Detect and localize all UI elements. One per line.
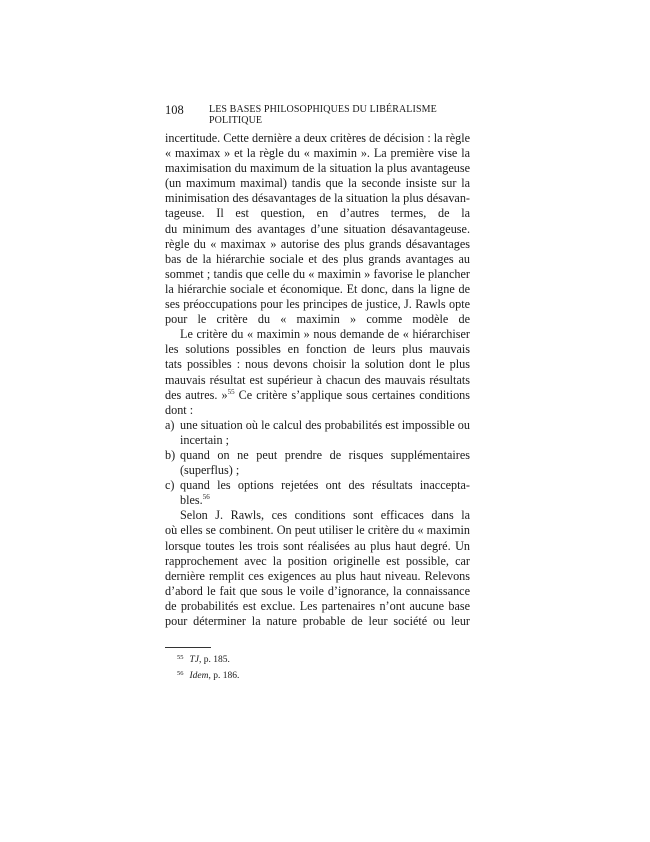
running-title: LES BASES PHILOSOPHIQUES DU LIBÉRALISME POLITIQUE xyxy=(209,104,437,126)
list-marker: c) xyxy=(165,478,175,493)
text-line: une situation où le calcul des probabilités est impossible ou xyxy=(180,417,470,432)
text-line: tats possibles : nous devons choisir la solution dont le plus xyxy=(165,357,470,372)
paragraph-2 xyxy=(165,327,470,418)
list-item xyxy=(165,418,470,448)
footnote-number: 55 xyxy=(177,654,184,661)
text-line: rapprochement avec la position originelle est possible, car xyxy=(165,553,470,568)
footnote-divider xyxy=(165,647,211,648)
text-line: incertitude. Cette dernière a deux critères de décision : la règle xyxy=(165,131,470,145)
text-line: sommet ; tandis que celle du « maximin » favorise le plancher xyxy=(165,266,470,281)
footnote-ref: 55 xyxy=(227,387,235,396)
footnote-source: TJ xyxy=(189,655,199,665)
text-line: bas de la hiérarchie sociale et des plus grands avantages au xyxy=(165,251,470,266)
text-line: pour le critère du « maximin » comme modèle de xyxy=(165,312,470,327)
text-line: la hiérarchie sociale et économique. Et donc, dans la ligne de xyxy=(165,281,470,296)
footnote-item xyxy=(177,667,239,683)
text-line: dernière remplit ces exigences au plus haut niveau. Relevons xyxy=(165,568,470,583)
list-marker: b) xyxy=(165,447,176,462)
text-line: tageuse. Il est question, en d’autres termes, de la xyxy=(165,206,470,221)
text-line: quand les options rejetées ont des résultats inaccepta- xyxy=(180,478,470,493)
text-line: dont : xyxy=(165,402,194,417)
text-line: où elles se combinent. On peut utiliser le critère du « maximin xyxy=(165,523,470,538)
text-line: du minimum des avantages d’une situation désavantageuse. xyxy=(165,221,470,236)
list-item xyxy=(165,448,470,478)
paragraph-3 xyxy=(165,508,470,629)
text-line: de probabilités est exclue. Les partenaires n’ont aucune base xyxy=(165,598,470,613)
text-line: ses préoccupations pour les principes de justice, J. Rawls opte xyxy=(165,297,470,312)
text-line xyxy=(165,493,470,508)
text-segment: bles. xyxy=(180,493,203,508)
text-line: Le critère du « maximin » nous demande de « hiérarchiser xyxy=(180,327,470,342)
text-segment: des autres. » xyxy=(165,387,228,402)
list-item xyxy=(165,478,470,508)
condition-list xyxy=(165,418,470,509)
body-text xyxy=(165,131,470,629)
footnote-item xyxy=(177,651,239,667)
paragraph-1 xyxy=(165,131,470,327)
text-line: règle du « maximax » autorise des plus grands désavantages xyxy=(165,236,470,251)
text-line: maximisation du maximum de la situation la plus avantageuse xyxy=(165,161,470,176)
text-line: mauvais résultat est supérieur à chacun des mauvais résultats xyxy=(165,372,470,387)
footnote-text: , p. 186. xyxy=(208,671,240,681)
text-segment: Ce critère s’applique sous certaines conditions xyxy=(234,387,470,402)
footnotes xyxy=(177,651,239,683)
footnote-text: , p. 185. xyxy=(199,655,230,665)
text-line: Selon J. Rawls, ces conditions sont efficaces dans la xyxy=(180,508,470,523)
list-marker: a) xyxy=(165,417,175,432)
text-line: pour déterminer la nature probable de leur société ou leur xyxy=(165,614,470,628)
text-line: minimisation des désavantages de la situation la plus désavan- xyxy=(165,191,470,206)
text-line: lorsque toutes les trois sont réalisées au plus haut degré. Un xyxy=(165,538,470,553)
text-line: quand on ne peut prendre de risques supplémentaires xyxy=(180,447,470,462)
page-number: 108 xyxy=(165,103,184,117)
text-line xyxy=(165,388,470,403)
text-line: d’abord le fait que sous le voile d’ignorance, la connaissance xyxy=(165,583,470,598)
page-header xyxy=(165,103,470,126)
text-line: (superflus) ; xyxy=(180,463,240,478)
footnote-number: 56 xyxy=(177,670,184,677)
text-line: (un maximum maximal) tandis que la seconde insiste sur la xyxy=(165,176,470,191)
footnote-source: Idem xyxy=(189,671,209,681)
text-line: les solutions possibles en fonction de leurs plus mauvais xyxy=(165,342,470,357)
text-line: incertain ; xyxy=(180,432,230,447)
text-line: « maximax » et la règle du « maximin ». La première vise la xyxy=(165,146,470,161)
footnote-ref: 56 xyxy=(202,493,210,502)
